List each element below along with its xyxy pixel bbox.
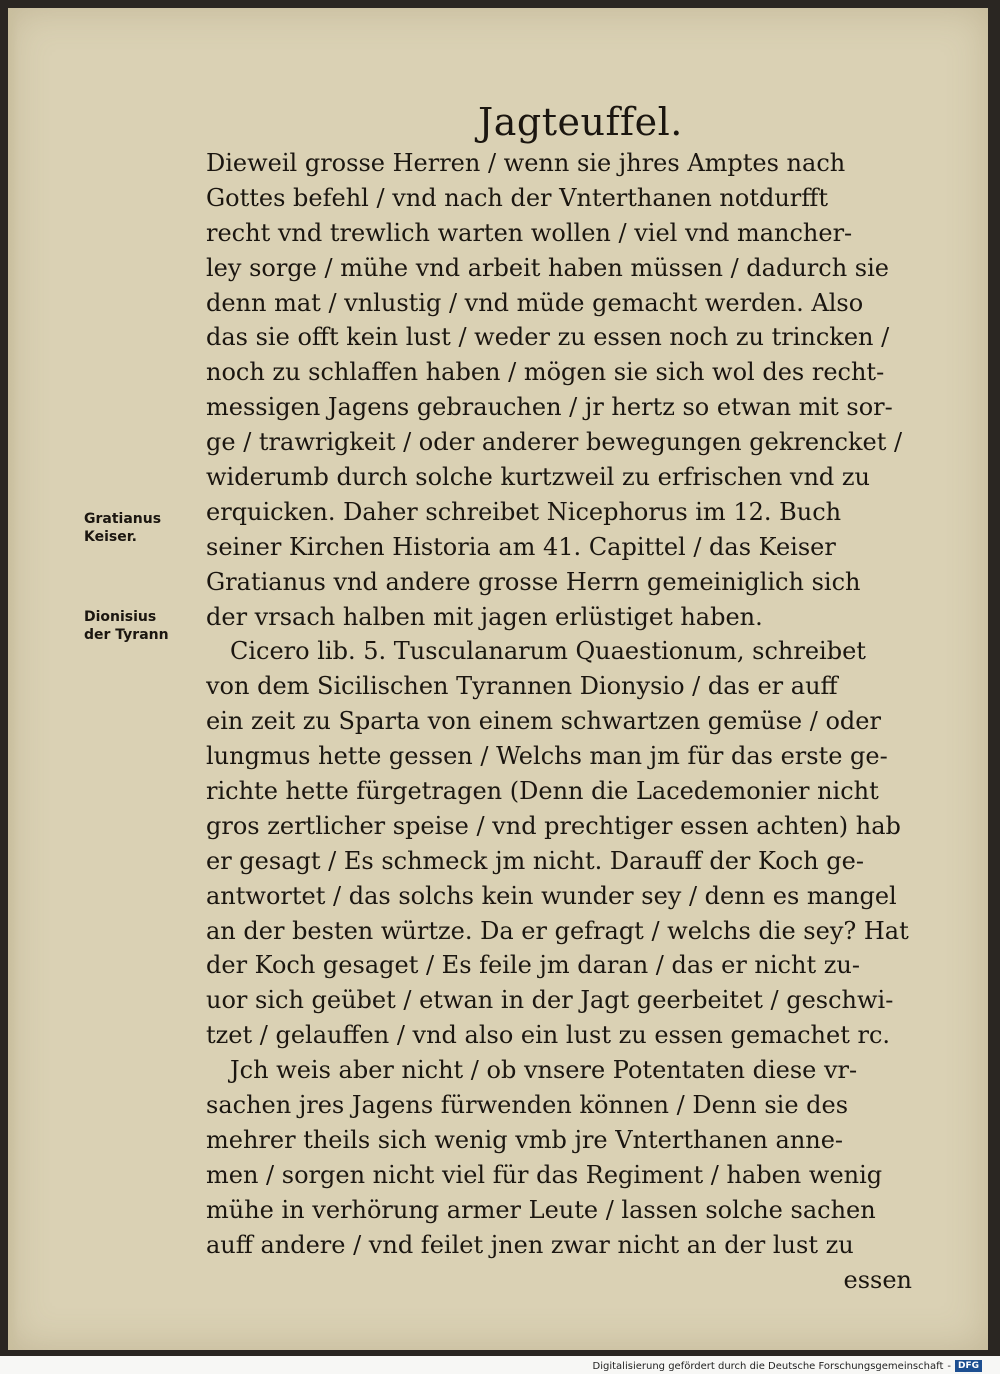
- marginal-line: der Tyrann: [84, 627, 169, 643]
- text-line: gros zertlicher speise / vnd prechtiger essen achten) hab: [206, 811, 901, 840]
- text-line: das sie offt kein lust / weder zu essen noch zu trincken /: [206, 323, 890, 352]
- text-line: messigen Jagens gebrauchen / jr hertz so etwan mit sor-: [206, 393, 893, 422]
- text-line: von dem Sicilischen Tyrannen Dionysio / das er auff: [206, 672, 838, 701]
- text-line: richte hette fürgetragen (Denn die Lacedemonier nicht: [206, 777, 879, 806]
- text-line: widerumb durch solche kurtzweil zu erfrischen vnd zu: [206, 463, 870, 492]
- text-line: uor sich geübet / etwan in der Jagt geerbeitet / geschwi-: [206, 986, 894, 1015]
- marginal-note-dionisius: [84, 608, 169, 644]
- text-line: antwortet / das solchs kein wunder sey / denn es mangel: [206, 881, 897, 910]
- marginal-line: Gratianus: [84, 511, 162, 527]
- text-line: seiner Kirchen Historia am 41. Capittel / das Keiser: [206, 532, 836, 561]
- catchword: essen: [843, 1265, 912, 1294]
- text-line: der Koch gesaget / Es feile jm daran / das er nicht zu-: [206, 951, 860, 980]
- text-line: der vrsach halben mit jagen erlüstiget haben.: [206, 602, 763, 631]
- credit-text: Digitalisierung gefördert durch die Deutsche Forschungsgemeinschaft: [592, 1360, 944, 1372]
- running-head: Jagteuffel.: [478, 100, 683, 144]
- text-line: Jch weis aber nicht / ob vnsere Potentaten diese vr-: [230, 1056, 858, 1085]
- digitization-credit: Digitalisierung gefördert durch die Deutsche Forschungsgemeinschaft - DFG: [593, 1360, 982, 1372]
- text-line: recht vnd trewlich warten wollen / viel vnd mancher-: [206, 218, 853, 247]
- marginal-note-gratianus: [84, 510, 161, 546]
- text-line: ein zeit zu Sparta von einem schwartzen gemüse / oder: [206, 707, 881, 736]
- text-line: Gottes befehl / vnd nach der Vnterthanen notdurfft: [206, 183, 828, 212]
- marginal-line: Dionisius: [84, 609, 157, 625]
- text-line: mehrer theils sich wenig vmb jre Vnterthanen anne-: [206, 1125, 844, 1154]
- text-line: erquicken. Daher schreibet Nicephorus im 12. Buch: [206, 497, 842, 526]
- text-line: sachen jres Jagens fürwenden können / Denn sie des: [206, 1091, 849, 1120]
- text-line: denn mat / vnlustig / vnd müde gemacht werden. Also: [206, 288, 864, 317]
- text-line: Dieweil grosse Herren / wenn sie jhres Amptes nach: [206, 149, 846, 177]
- text-line: noch zu schlaffen haben / mögen sie sich wol des recht-: [206, 358, 885, 387]
- page-gutter-shadow: [8, 8, 18, 1350]
- text-line: Cicero lib. 5. Tusculanarum Quaestionum, schreibet: [230, 637, 866, 666]
- text-line: tzet / gelauffen / vnd also ein lust zu essen gemachet rc.: [206, 1021, 891, 1050]
- marginal-line: Keiser.: [84, 529, 137, 545]
- text-line: er gesagt / Es schmeck jm nicht. Darauff der Koch ge-: [206, 846, 864, 875]
- body-text: [206, 146, 912, 1297]
- text-line: auff andere / vnd feilet jnen zwar nicht an der lust zu: [206, 1230, 854, 1259]
- text-line: ge / trawrigkeit / oder anderer bewegungen gekrencket /: [206, 428, 903, 457]
- text-line: men / sorgen nicht viel für das Regiment / haben wenig: [206, 1160, 883, 1189]
- text-line: ley sorge / mühe vnd arbeit haben müssen / dadurch sie: [206, 253, 889, 282]
- dfg-logo-icon: DFG: [955, 1360, 982, 1372]
- text-line: an der besten würtze. Da er gefragt / welchs die sey? Hat: [206, 916, 909, 945]
- text-line: lungmus hette gessen / Welchs man jm für das erste ge-: [206, 742, 888, 771]
- text-line: mühe in verhörung armer Leute / lassen solche sachen: [206, 1195, 876, 1224]
- text-line: Gratianus vnd andere grosse Herrn gemeiniglich sich: [206, 567, 861, 596]
